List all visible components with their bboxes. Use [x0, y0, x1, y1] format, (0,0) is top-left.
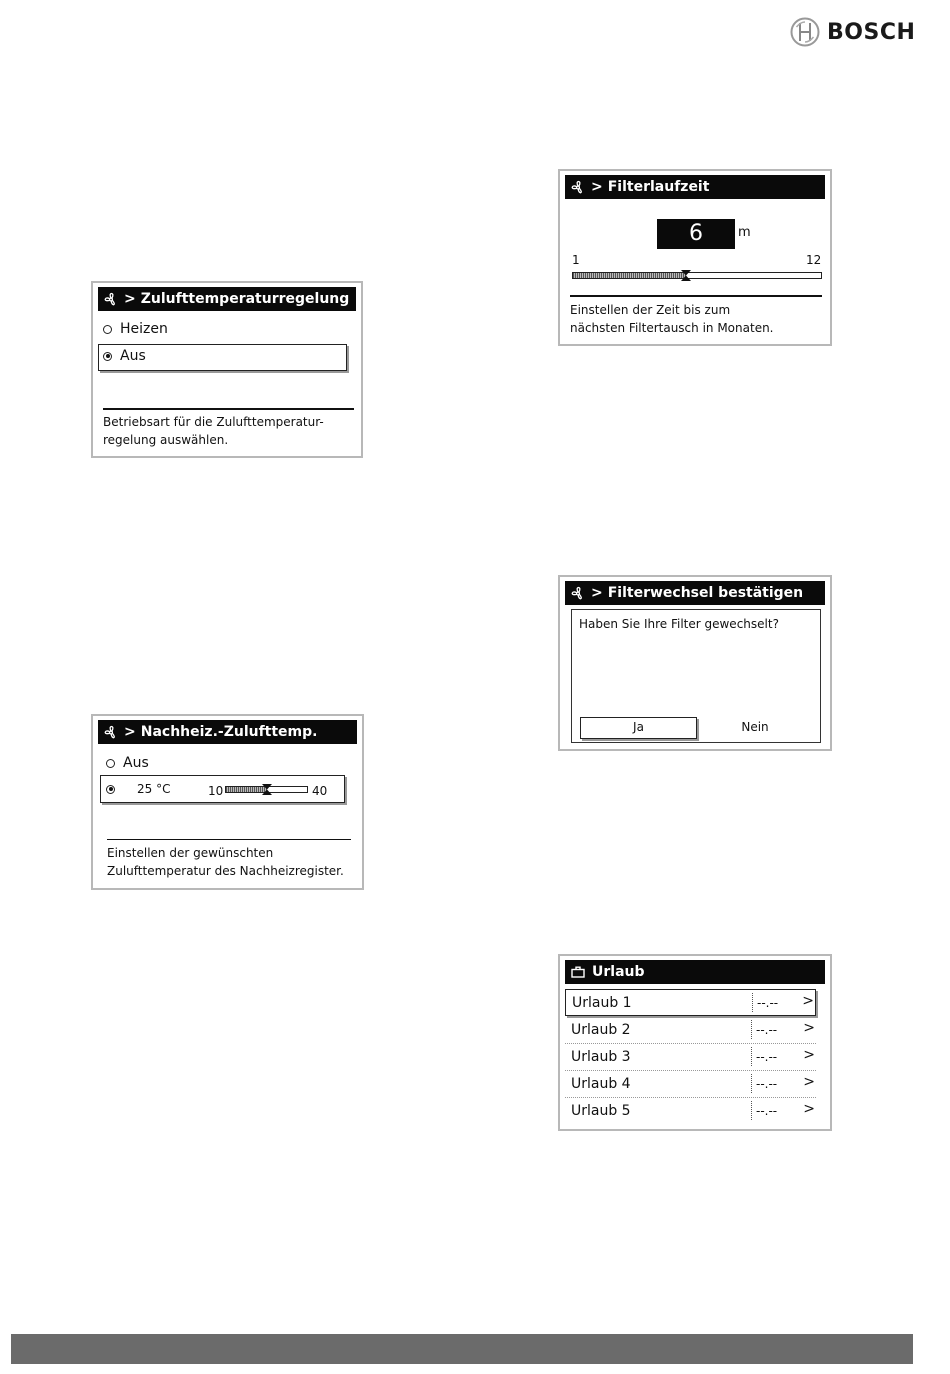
ventilation-fan-icon — [104, 725, 118, 739]
bosch-logo — [790, 17, 915, 47]
brand-name: BOSCH — [827, 19, 916, 45]
help-text: Einstellen der Zeit bis zum nächsten Filtertausch in Monaten. — [570, 303, 774, 335]
slider-max-label: 12 — [806, 253, 822, 267]
page-title: Nachheiz.-Zulufttemp. — [140, 724, 318, 740]
yes-button[interactable]: Ja — [580, 717, 697, 739]
screen-filterwechsel-bestaetigen — [558, 575, 832, 751]
page-title: Filterwechsel bestätigen — [607, 585, 804, 601]
no-button[interactable]: Nein — [741, 720, 769, 734]
screen-zulufttemperaturregelung — [91, 281, 363, 458]
list-item-urlaub-2[interactable]: Urlaub 2 --.-- > — [565, 1017, 816, 1044]
help-text: Einstellen der gewünschten Zulufttemperatur des Nachheizregister. — [107, 846, 344, 878]
help-text: Betriebsart für die Zulufttemperatur- regelung auswählen. — [103, 415, 324, 447]
chevron-right-icon: > — [803, 1074, 815, 1090]
chevron-right-icon: > — [591, 585, 603, 601]
divider — [107, 839, 351, 840]
unit-label: m — [738, 225, 751, 240]
slider-thumb[interactable] — [681, 270, 691, 281]
slider-min-label: 10 — [208, 784, 224, 798]
chevron-right-icon: > — [803, 1101, 815, 1117]
chevron-right-icon: > — [803, 1020, 815, 1036]
divider — [103, 408, 354, 410]
chevron-right-icon: > — [803, 1047, 815, 1063]
slider-fill — [226, 787, 267, 792]
chevron-right-icon: > — [124, 724, 136, 740]
radio-selected-icon — [103, 352, 112, 361]
option-temperature[interactable]: 25 °C — [106, 782, 170, 796]
screen-filterlaufzeit — [558, 169, 832, 346]
option-aus[interactable]: Aus — [103, 348, 146, 364]
title-bar — [98, 720, 357, 744]
list-item-urlaub-4[interactable]: Urlaub 4 --.-- > — [565, 1071, 816, 1098]
ventilation-fan-icon — [104, 292, 118, 306]
suitcase-icon — [571, 966, 585, 978]
option-heizen[interactable]: Heizen — [103, 321, 168, 337]
list-item-urlaub-3[interactable]: Urlaub 3 --.-- > — [565, 1044, 816, 1071]
option-aus[interactable]: Aus — [106, 755, 149, 771]
chevron-right-icon: > — [591, 179, 603, 195]
title-bar — [98, 287, 356, 311]
title-bar — [565, 175, 825, 199]
temperature-slider[interactable] — [225, 786, 308, 793]
title-bar — [565, 960, 825, 984]
page-title: Zulufttemperaturregelung — [140, 291, 350, 307]
slider-max-label: 40 — [312, 784, 328, 798]
chevron-right-icon: > — [802, 993, 814, 1009]
slider-fill — [573, 273, 686, 278]
radio-selected-icon — [106, 785, 115, 794]
radio-icon — [103, 325, 112, 334]
title-bar — [565, 581, 825, 605]
page-title: Filterlaufzeit — [607, 179, 710, 195]
footer-bar — [11, 1334, 913, 1364]
screen-nachheiz-zulufttemp — [91, 714, 364, 890]
ventilation-fan-icon — [571, 586, 585, 600]
chevron-right-icon: > — [124, 291, 136, 307]
value-display[interactable]: 6 — [657, 219, 735, 249]
dialog-question: Haben Sie Ihre Filter gewechselt? — [579, 617, 779, 631]
ventilation-fan-icon — [571, 180, 585, 194]
list-item-urlaub-1[interactable]: Urlaub 1 --.-- > — [565, 989, 816, 1016]
bosch-armature-icon — [790, 17, 820, 47]
radio-icon — [106, 759, 115, 768]
page-title: Urlaub — [592, 964, 645, 980]
divider — [570, 295, 822, 297]
slider-min-label: 1 — [572, 253, 580, 267]
list-item-urlaub-5[interactable]: Urlaub 5 --.-- > — [571, 1101, 815, 1119]
filter-duration-slider[interactable] — [572, 272, 822, 279]
screen-urlaub — [558, 954, 832, 1131]
slider-thumb[interactable] — [262, 784, 272, 795]
